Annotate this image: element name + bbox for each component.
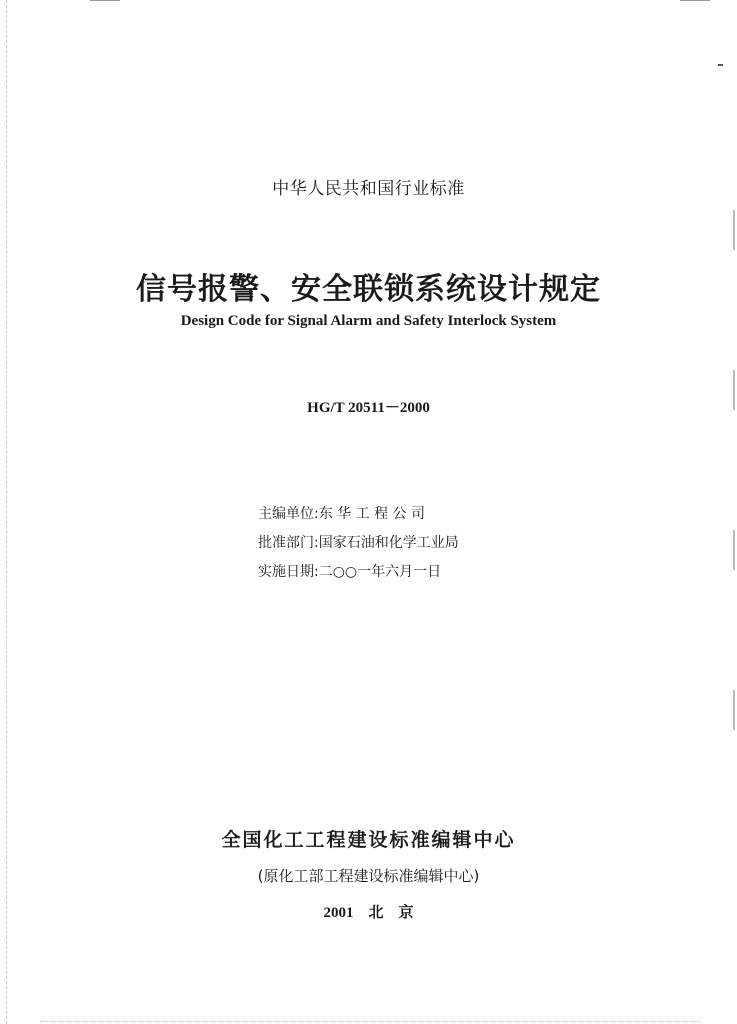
title-chinese: 信号报警、安全联锁系统设计规定 [136,272,601,307]
info-label: 实施日期: [258,564,319,580]
national-standard-heading: 中华人民共和国行业标准 [272,179,465,199]
publication-year-place: 2001 北 京 [323,905,414,921]
scan-mark-top-right [680,0,710,1]
scan-edge-bottom [40,1021,700,1022]
scan-speck [718,64,723,66]
title-english: Design Code for Signal Alarm and Safety Interlock System [180,313,557,329]
publisher-name: 全国化工工程建设标准编辑中心 [221,829,516,851]
info-value: 东 华 工 程 公 司 [318,506,425,522]
standard-code: HG/T 20511－2000 [307,400,430,416]
publisher-former-name: (原化工部工程建设标准编辑中心) [257,867,480,885]
info-value: 二○○一年六月一日 [318,564,442,580]
info-label: 主编单位: [258,506,319,522]
info-value: 国家石油和化学工业局 [318,535,459,551]
info-row-approval [258,532,558,552]
info-row-effective-date [258,561,558,581]
info-row-editor [258,503,558,523]
scan-mark-top [90,0,120,1]
info-label: 批准部门: [258,535,319,551]
